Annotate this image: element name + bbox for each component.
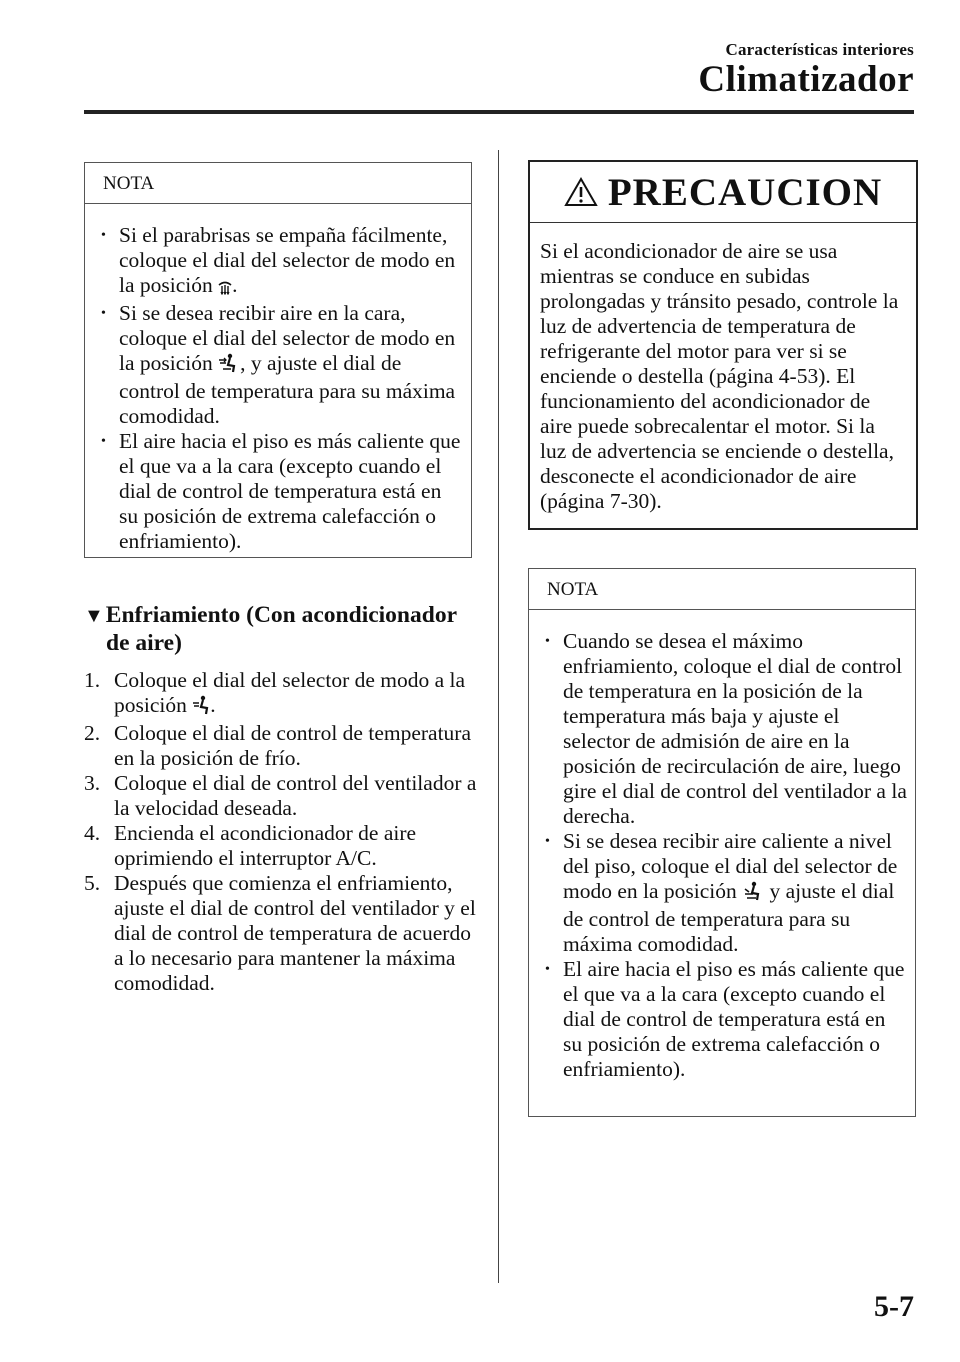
- bullet-icon: •: [101, 306, 106, 321]
- header-rule: [84, 110, 914, 114]
- steps-list: [84, 668, 484, 996]
- nota-item: • Cuando se desea el máximo enfriamiento, coloque el dial de control de temperatura en la posición de la temperatura más baja y ajuste el selector de admisión de aire en la posición de recirculación de aire, luego gire el dial de control del ventilador a la derecha.: [545, 629, 907, 828]
- bullet-icon: •: [545, 634, 550, 649]
- page-number: 5-7: [874, 1290, 914, 1323]
- header-section-label: Características interiores: [725, 40, 914, 59]
- step-item: 3. Coloque el dial de control del ventilador a la velocidad deseada.: [84, 771, 477, 820]
- warning-icon: [564, 177, 598, 207]
- nota-item: • El aire hacia el piso es más caliente que el que va a la cara (excepto cuando el dial de control de temperatura está en su posición de extrema calefacción o enfriamiento).: [101, 429, 461, 553]
- nota-item: • Si el parabrisas se empaña fácilmente, coloque el dial del selector de modo en la posición .: [85, 223, 461, 301]
- face-mode-icon: [192, 695, 210, 721]
- nota-item: • Si se desea recibir aire en la cara, coloque el dial del selector de modo en la posición , y ajuste el dial de control de temperatura para su máxima comodidad.: [101, 301, 456, 428]
- step-item: 4. Encienda el acondicionador de aire oprimiendo el interruptor A/C.: [84, 821, 417, 870]
- step-item: 1. Coloque el dial del selector de modo a la posición .: [84, 668, 484, 721]
- section-heading: ▼Enfriamiento (Con acondicionador de aire): [84, 602, 458, 656]
- bullet-icon: •: [545, 962, 550, 977]
- nota-list: [529, 629, 909, 1082]
- bullet-icon: •: [101, 228, 106, 243]
- nota-heading: NOTA: [85, 163, 471, 204]
- nota-item: • El aire hacia el piso es más caliente que el que va a la cara (excepto cuando el dial de control de temperatura está en su posición de extrema calefacción o enfriamiento).: [545, 957, 905, 1081]
- defrost-mode-icon: [218, 276, 232, 301]
- face-floor-mode-icon: [218, 353, 240, 379]
- page-title: Climatizador: [698, 59, 914, 100]
- precaucion-heading: PRECAUCION: [607, 170, 883, 214]
- floor-mode-icon: [742, 881, 764, 907]
- nota-item: • Si se desea recibir aire caliente a nivel del piso, coloque el dial del selector de modo en la posición y ajuste el dial de control de temperatura para su máxima comodidad.: [545, 829, 898, 956]
- precaucion-box: [528, 160, 918, 530]
- step-item: 5. Después que comienza el enfriamiento, ajuste el dial de control del ventilador y el dial de control de temperatura de acuerdo a lo necesario para mantener la máxima comodidad.: [84, 871, 476, 995]
- nota-list: [85, 223, 461, 554]
- step-item: 2. Coloque el dial de control de temperatura en la posición de frío.: [84, 721, 472, 770]
- column-divider: [498, 150, 499, 1283]
- nota-box-right: [528, 568, 916, 1117]
- precaucion-body: Si el acondicionador de aire se usa mientras se conduce en subidas prolongadas y tránsito pesado, controle la luz de advertencia de temperatura de refrigerante del motor para ver si se enciende o destella (página 4-53). El funcionamiento del acondicionador de aire puede sobrecalentar el motor. Si la luz de advertencia se enciende o destella, desconecte el acondicionador de aire (página 7-30).: [540, 239, 899, 513]
- bullet-icon: •: [101, 434, 106, 449]
- nota-box-left: [84, 162, 472, 558]
- nota-heading: NOTA: [529, 569, 915, 610]
- bullet-icon: •: [545, 834, 550, 849]
- precaucion-header: [530, 162, 916, 223]
- triangle-marker-icon: ▼: [84, 605, 104, 627]
